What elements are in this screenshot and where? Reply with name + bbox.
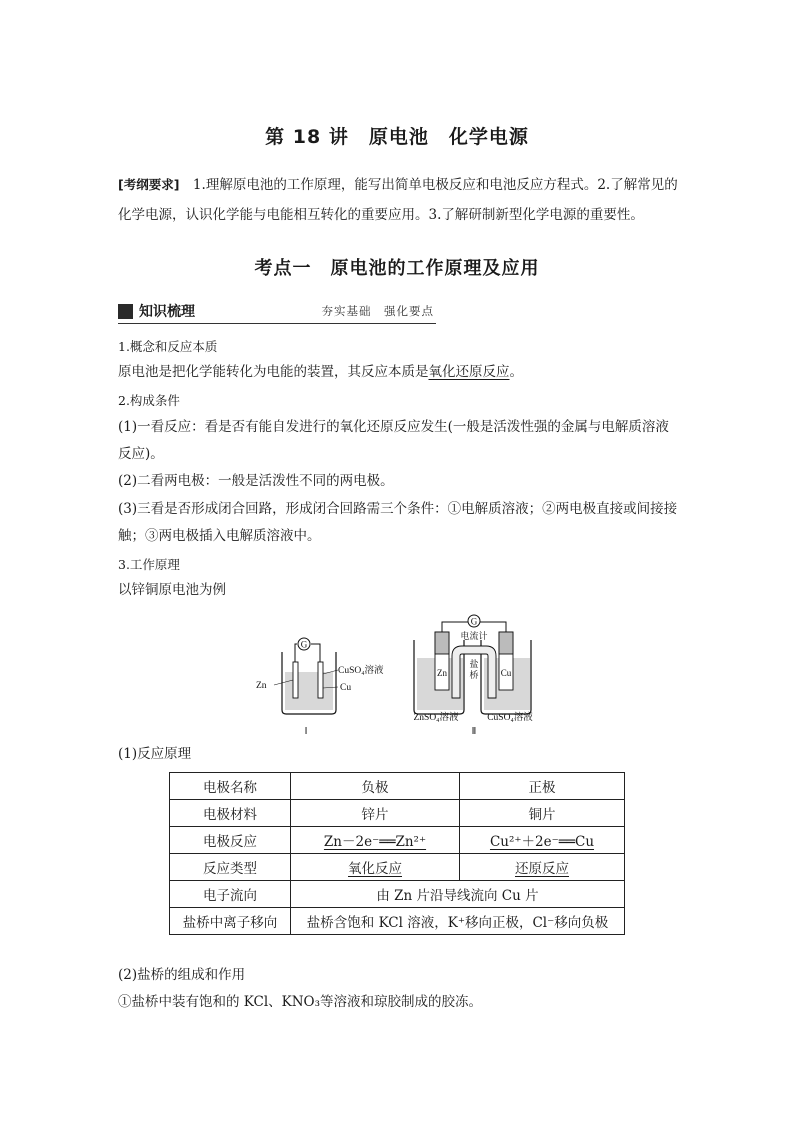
table-cell: 电极反应 [170,827,291,854]
knowledge-subtitle: 夯实基础 强化要点 [321,304,434,318]
condition-1: (1)一看反应：看是否有能自发进行的氧化还原反应发生(一般是活泼性强的金属与电解质溶液反应)。 [118,419,669,462]
table-cell [460,827,625,854]
requirements-text: 1.理解原电池的工作原理，能写出简单电极反应和电池反应方程式。2.了解常见的化学电源，认识化学能与电能相互转化的重要应用。3.了解研制新型化学电源的重要性。 [118,177,678,223]
cathode-reaction-type: 还原反应 [515,861,569,877]
table-cell: 锌片 [291,800,460,827]
square-icon [118,304,133,319]
figure-label-two: Ⅱ [471,727,477,737]
cell-one [256,638,384,737]
table-header-row [170,773,625,800]
salt-bridge-label-2: 桥 [469,670,479,680]
heading-salt-bridge: (2)盐桥的组成和作用 [118,967,246,983]
table-cell: 电极名称 [170,773,291,800]
knowledge-label: 知识梳理 [139,304,195,320]
anode-equation: Zn－2e⁻══Zn²⁺ [323,834,427,850]
cuso4-label-one: CuSO₄溶液 [338,666,384,676]
galvanometer-label: G [300,639,308,650]
ammeter-label: 电流计 [460,631,488,641]
lecture-title: 第 18 讲 原电池 化学电源 [265,126,529,148]
concept-text-a: 原电池是把化学能转化为电能的装置，其反应本质是 [118,364,429,380]
table-row [170,881,625,908]
table-cell [460,854,625,881]
table-cell: 负极 [291,773,460,800]
concept-text-b: 。 [509,364,523,380]
condition-2: (2)二看两电极：一般是活泼性不同的两电极。 [118,473,394,489]
table-row [170,800,625,827]
heading-concept: 1.概念和反应本质 [118,339,218,354]
table-cell: 由 Zn 片沿导线流向 Cu 片 [291,881,625,908]
table-row [170,827,625,854]
table-cell [291,827,460,854]
requirements-tag: [考纲要求] [118,177,180,192]
cell-two [413,615,533,737]
table-cell: 电极材料 [170,800,291,827]
syllabus-requirements [118,170,678,230]
table-cell: 盐桥中离子移向 [170,908,291,935]
ammeter-g-label: G [470,616,478,627]
concept-text [118,359,680,386]
zn-label-one: Zn [256,681,267,691]
salt-bridge-label-1: 盐 [469,659,479,669]
concept-answer: 氧化还原反应 [428,364,510,380]
table-cell: 盐桥含饱和 KCl 溶液，K⁺移向正极，Cl⁻移向负极 [291,908,625,935]
cathode-equation: Cu²⁺＋2e⁻══Cu [489,834,595,850]
cu-label-one: Cu [340,683,352,693]
salt-bridge-item-1: ①盐桥中装有饱和的 KCl、KNO₃等溶液和琼胶制成的胶冻。 [118,994,483,1010]
cuso4-label-two: CuSO₄溶液 [487,713,533,723]
principle-example: 以锌铜原电池为例 [118,582,226,598]
galvanic-cell-diagram [252,610,552,740]
heading-principle: 3.工作原理 [118,557,180,572]
table-row [170,908,625,935]
divider [118,323,436,324]
table-cell: 铜片 [460,800,625,827]
condition-3: (3)三看是否形成闭合回路，形成闭合回路需三个条件：①电解质溶液；②两电极直接或间接接触；③两电极插入电解质溶液中。 [118,501,678,544]
reaction-table [169,772,625,935]
table-cell: 电子流向 [170,881,291,908]
znso4-label: ZnSO₄溶液 [413,713,459,723]
anode-reaction-type: 氧化反应 [348,861,402,877]
table-row [170,854,625,881]
heading-conditions: 2.构成条件 [118,393,180,408]
heading-reaction: (1)反应原理 [118,746,192,762]
table-cell: 反应类型 [170,854,291,881]
section-title: 考点一 原电池的工作原理及应用 [254,258,540,279]
table-cell: 正极 [460,773,625,800]
zn-label-two: Zn [437,668,447,678]
cu-label-two: Cu [500,668,512,678]
knowledge-bar [118,300,436,324]
table-cell [291,854,460,881]
figure-label-one: Ⅰ [304,727,308,737]
